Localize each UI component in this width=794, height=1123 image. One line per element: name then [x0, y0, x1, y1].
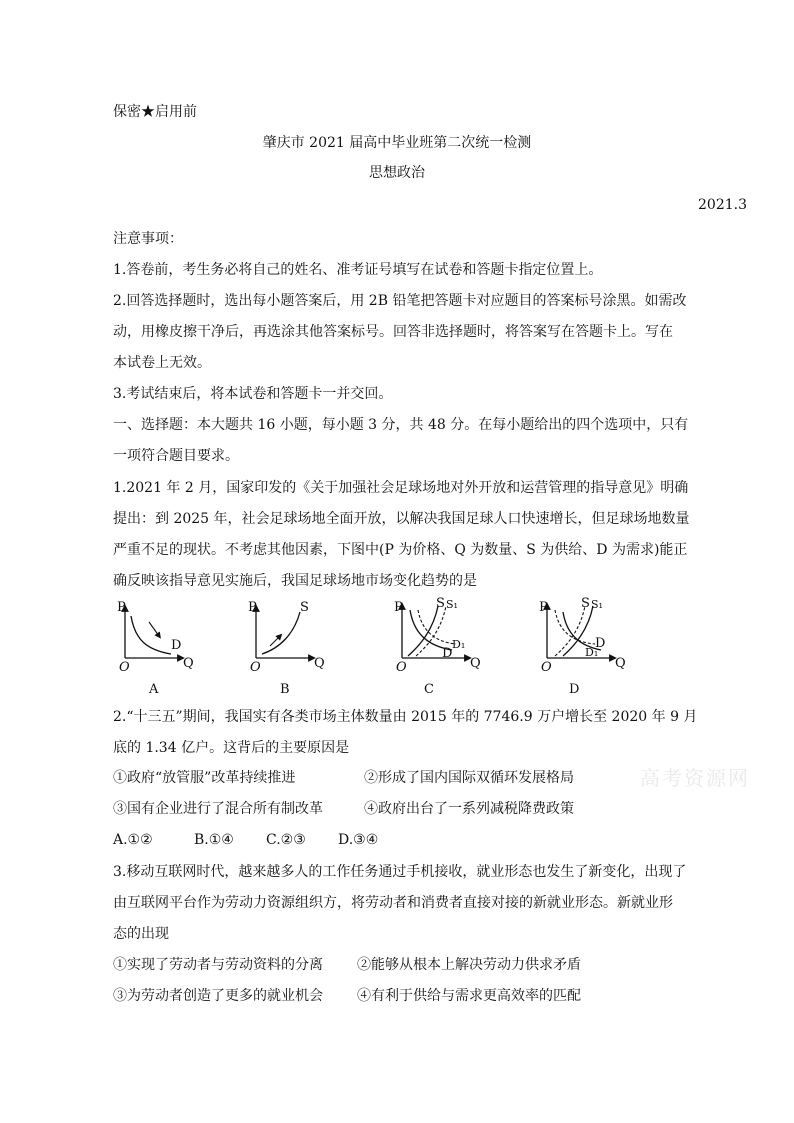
graph-d-d1-label: D₁ [585, 646, 599, 659]
graph-c [390, 598, 480, 700]
q2-option-4: ④政府出台了一系列减税降费政策 [364, 801, 574, 817]
q2-choice-d: D.③④ [338, 832, 379, 848]
note-3: 3.考试结束后，将本试卷和答题卡一并交回。 [113, 386, 393, 402]
note-1: 1.答卷前，考生务必将自己的姓名、准考证号填写在试卷和答题卡指定位置上。 [113, 262, 603, 278]
graph-a-option-letter: A [149, 682, 159, 697]
graph-d-p-label: P [539, 600, 548, 615]
q3-option-2: ②能够从根本上解决劳动力供求矛盾 [357, 957, 581, 973]
graph-d-option-letter: D [569, 682, 580, 697]
graph-b-p-label: P [248, 600, 257, 615]
graph-d-s1-label: S₁ [591, 598, 603, 611]
section1-line-1: 一、选择题：本大题共 16 小题，每小题 3 分，共 48 分。在每小题给出的四个选项中，只有 [113, 417, 689, 433]
exam-date: 2021.3 [698, 197, 747, 213]
graph-c-s-curve [408, 606, 438, 656]
graph-a-shift-arrow [149, 622, 159, 636]
q2-option-2: ②形成了国内国际双循环发展格局 [364, 770, 574, 786]
q1-line-2: 提出：到 2025 年，社会足球场地全面开放，以解决我国足球人口快速增长，但足球场地数量 [113, 511, 690, 527]
notes-heading: 注意事项： [113, 231, 183, 247]
graph-d-s-label: S [581, 596, 590, 611]
q3-option-4: ④有利于供给与需求更高效率的匹配 [357, 988, 581, 1004]
q2-choice-b: B.①④ [194, 832, 234, 848]
section1-line-2: 一项符合题目要求。 [113, 448, 239, 464]
graph-c-p-label: P [394, 600, 403, 615]
note-2-line-1: 2.回答选择题时，选出每小题答案后，用 2B 铅笔把答题卡对应题目的答案标号涂黑。如需改 [113, 293, 687, 309]
graph-b-q-label: Q [314, 656, 325, 671]
graph-c-d-label: D [442, 646, 453, 661]
graph-a-curve-label: D [171, 638, 182, 653]
graph-c-s1-label: S₁ [446, 598, 458, 611]
graph-a [113, 600, 193, 700]
q2-choice-a: A.①② [113, 832, 153, 848]
q1-line-4: 确反映该指导意见实施后，我国足球场地市场变化趋势的是 [113, 573, 477, 589]
graph-b-curve-label: S [300, 600, 309, 615]
exam-title: 肇庆市 2021 届高中毕业班第二次统一检测 [262, 135, 532, 151]
graph-a-origin: O [119, 660, 130, 675]
graph-c-s-label: S [436, 596, 445, 611]
q2-option-3: ③国有企业进行了混合所有制改革 [113, 801, 323, 817]
q2-line-2: 底的 1.34 亿户。这背后的主要原因是 [113, 740, 350, 756]
q2-line-1: 2.“十三五”期间，我国实有各类市场主体数量由 2015 年的 7746.9 万户增长至 2020 年 9 月 [113, 709, 698, 725]
graph-a-p-label: P [117, 600, 126, 615]
graph-b-origin: O [250, 660, 261, 675]
q3-line-3: 态的出现 [113, 926, 169, 942]
graph-c-d-curve [410, 610, 452, 650]
confidential-label: 保密★启用前 [113, 104, 197, 120]
graph-d-origin: O [541, 660, 552, 675]
graph-d [535, 598, 625, 700]
q1-line-1: 1.2021 年 2 月，国家印发的《关于加强社会足球场地对外开放和运营管理的指导意见》明确 [113, 480, 689, 496]
q3-line-2: 由互联网平台作为劳动力资源组织方，将劳动者和消费者直接对接的新就业形态。新就业形 [113, 895, 673, 911]
graph-a-q-label: Q [183, 656, 194, 671]
q3-option-3: ③为劳动者创造了更多的就业机会 [113, 988, 323, 1004]
note-2-line-3: 本试卷上无效。 [113, 355, 211, 371]
graph-b-shift-arrow [270, 636, 280, 646]
graph-d-d-curve [555, 610, 595, 644]
graph-b [244, 600, 324, 700]
graph-c-d1-label: D₁ [452, 638, 466, 651]
graph-b-option-letter: B [280, 682, 290, 697]
graph-d-q-label: Q [615, 656, 626, 671]
subject-title: 思想政治 [369, 165, 425, 181]
graph-b-supply-curve [262, 612, 300, 654]
note-2-line-2: 动，用橡皮擦干净后，再选涂其他答案标号。回答非选择题时，将答案写在答题卡上。写在 [113, 324, 673, 340]
q2-choice-c: C.②③ [266, 832, 306, 848]
watermark: 高考资源网 [640, 766, 750, 790]
graph-a-demand-curve [131, 616, 171, 654]
q1-line-3: 严重不足的现状。不考虑其他因素，下图中(P 为价格、Q 为数量、S 为供给、D 为需求)能正 [113, 542, 688, 558]
graph-c-q-label: Q [470, 656, 481, 671]
graph-d-d-label: D [595, 636, 606, 651]
q2-option-1: ①政府“放管服”改革持续推进 [113, 770, 296, 786]
q3-option-1: ①实现了劳动者与劳动资料的分离 [113, 957, 323, 973]
graph-c-option-letter: C [424, 682, 434, 697]
q3-line-1: 3.移动互联网时代，越来越多人的工作任务通过手机接收，就业形态也发生了新变化，出现了 [113, 864, 687, 880]
graph-c-origin: O [396, 660, 407, 675]
